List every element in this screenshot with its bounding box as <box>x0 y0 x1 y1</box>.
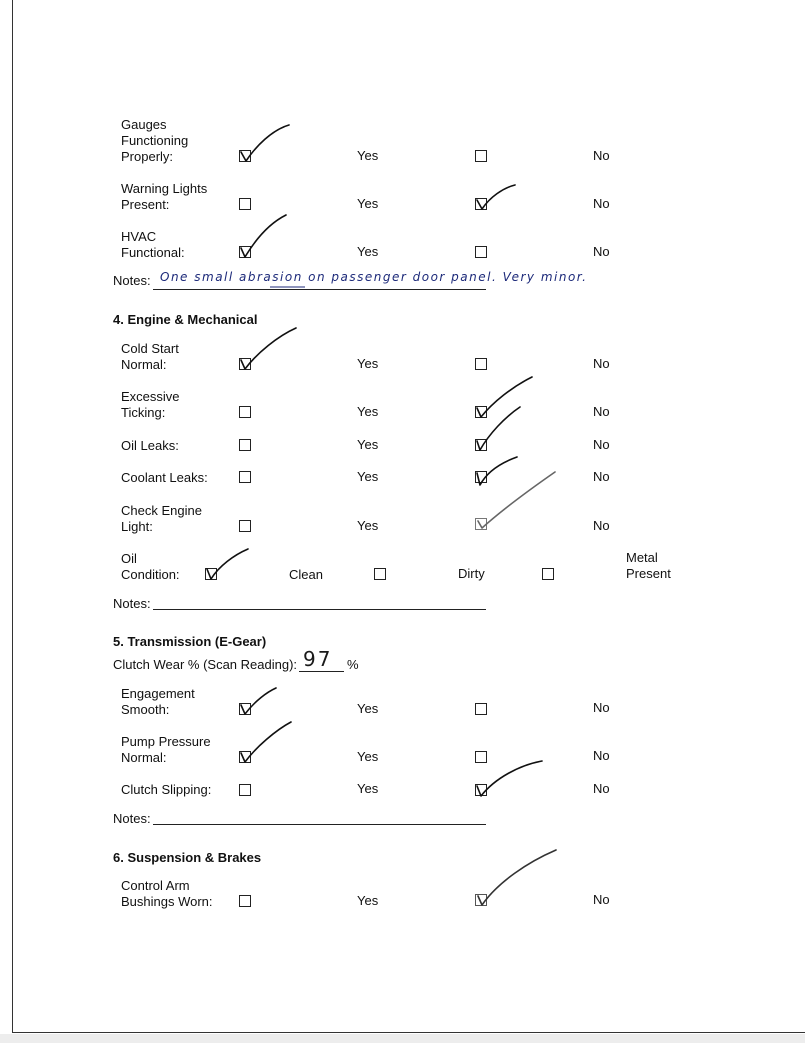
control-arm-yes-text: Yes <box>357 893 379 908</box>
hvac-yes-checkbox[interactable] <box>239 246 251 258</box>
cold-start-yes-text: Yes <box>357 356 379 371</box>
coolant-leaks-no-text: No <box>593 469 610 484</box>
ticking-label: Excessive Ticking: <box>121 389 180 420</box>
hvac-label: HVAC Functional: <box>121 229 185 260</box>
check-engine-no-checkbox[interactable] <box>475 518 487 530</box>
interior-notes-handwriting[interactable]: One small abrasion on passenger door panel. Very minor. <box>160 270 588 284</box>
cold-start-no-checkbox[interactable] <box>475 358 487 370</box>
oil-dirty-checkbox[interactable] <box>374 568 386 580</box>
interior-notes-label: Notes: <box>113 273 151 288</box>
oil-dirty-text: Dirty <box>458 566 485 581</box>
control-arm-yes-checkbox[interactable] <box>239 895 251 907</box>
suspension-section-heading: 6. Suspension & Brakes <box>113 850 262 865</box>
warning-lights-yes-checkbox[interactable] <box>239 198 251 210</box>
oil-clean-text: Clean <box>289 567 323 582</box>
check-engine-yes-text: Yes <box>357 518 379 533</box>
warning-lights-no-checkbox[interactable] <box>475 198 487 210</box>
oil-leaks-no-text: No <box>593 437 610 452</box>
hvac-yes-text: Yes <box>357 244 379 259</box>
clutch-slipping-yes-checkbox[interactable] <box>239 784 251 796</box>
check-engine-label: Check Engine Light: <box>121 503 202 534</box>
engine-section-heading: 4. Engine & Mechanical <box>113 312 258 327</box>
cold-start-no-text: No <box>593 356 610 371</box>
clutch-slipping-yes-text: Yes <box>357 781 379 796</box>
warning-lights-no-text: No <box>593 196 610 211</box>
ticking-yes-text: Yes <box>357 404 379 419</box>
coolant-leaks-no-checkbox[interactable] <box>475 471 487 483</box>
transmission-notes-label: Notes: <box>113 811 151 826</box>
ticking-no-text: No <box>593 404 610 419</box>
gauges-yes-checkbox[interactable] <box>239 150 251 162</box>
pump-pressure-yes-text: Yes <box>357 749 379 764</box>
oil-leaks-yes-checkbox[interactable] <box>239 439 251 451</box>
gauges-no-text: No <box>593 148 610 163</box>
cold-start-label: Cold Start Normal: <box>121 341 179 372</box>
clutch-slipping-no-checkbox[interactable] <box>475 784 487 796</box>
oil-leaks-label: Oil Leaks: <box>121 438 179 453</box>
engine-notes-label: Notes: <box>113 596 151 611</box>
pump-pressure-no-text: No <box>593 748 610 763</box>
oil-clean-checkbox[interactable] <box>205 568 217 580</box>
oil-metal-present-text: Metal Present <box>626 550 671 581</box>
clutch-wear-value[interactable]: 97 <box>303 647 333 671</box>
engine-notes-line[interactable] <box>153 609 486 610</box>
interior-notes-line <box>153 289 486 290</box>
oil-leaks-no-checkbox[interactable] <box>475 439 487 451</box>
ticking-no-checkbox[interactable] <box>475 406 487 418</box>
coolant-leaks-yes-text: Yes <box>357 469 379 484</box>
clutch-wear-label: Clutch Wear % (Scan Reading): <box>113 657 298 672</box>
pump-pressure-label: Pump Pressure Normal: <box>121 734 211 765</box>
coolant-leaks-label: Coolant Leaks: <box>121 470 208 485</box>
engagement-label: Engagement Smooth: <box>121 686 195 717</box>
warning-lights-label: Warning Lights Present: <box>121 181 208 212</box>
transmission-section-heading: 5. Transmission (E-Gear) <box>113 634 267 649</box>
ticking-yes-checkbox[interactable] <box>239 406 251 418</box>
coolant-leaks-yes-checkbox[interactable] <box>239 471 251 483</box>
engagement-no-checkbox[interactable] <box>475 703 487 715</box>
clutch-wear-percent: % <box>347 657 359 672</box>
clutch-wear-line <box>299 671 344 672</box>
gauges-no-checkbox[interactable] <box>475 150 487 162</box>
page-bottom-edge <box>0 1034 805 1043</box>
transmission-notes-line[interactable] <box>153 824 486 825</box>
gauges-yes-text: Yes <box>357 148 379 163</box>
engagement-yes-text: Yes <box>357 701 379 716</box>
oil-metal-checkbox[interactable] <box>542 568 554 580</box>
control-arm-label: Control Arm Bushings Worn: <box>121 878 213 909</box>
control-arm-no-checkbox[interactable] <box>475 894 487 906</box>
oil-leaks-yes-text: Yes <box>357 437 379 452</box>
engagement-no-text: No <box>593 700 610 715</box>
oil-condition-label: Oil Condition: <box>121 551 180 582</box>
control-arm-no-text: No <box>593 892 610 907</box>
hvac-no-text: No <box>593 244 610 259</box>
warning-lights-yes-text: Yes <box>357 196 379 211</box>
check-engine-yes-checkbox[interactable] <box>239 520 251 532</box>
cold-start-yes-checkbox[interactable] <box>239 358 251 370</box>
clutch-slipping-label: Clutch Slipping: <box>121 782 212 797</box>
pump-pressure-no-checkbox[interactable] <box>475 751 487 763</box>
engagement-yes-checkbox[interactable] <box>239 703 251 715</box>
hvac-no-checkbox[interactable] <box>475 246 487 258</box>
pump-pressure-yes-checkbox[interactable] <box>239 751 251 763</box>
check-engine-no-text: No <box>593 518 610 533</box>
gauges-label: Gauges Functioning Properly: <box>121 117 189 164</box>
clutch-slipping-no-text: No <box>593 781 610 796</box>
